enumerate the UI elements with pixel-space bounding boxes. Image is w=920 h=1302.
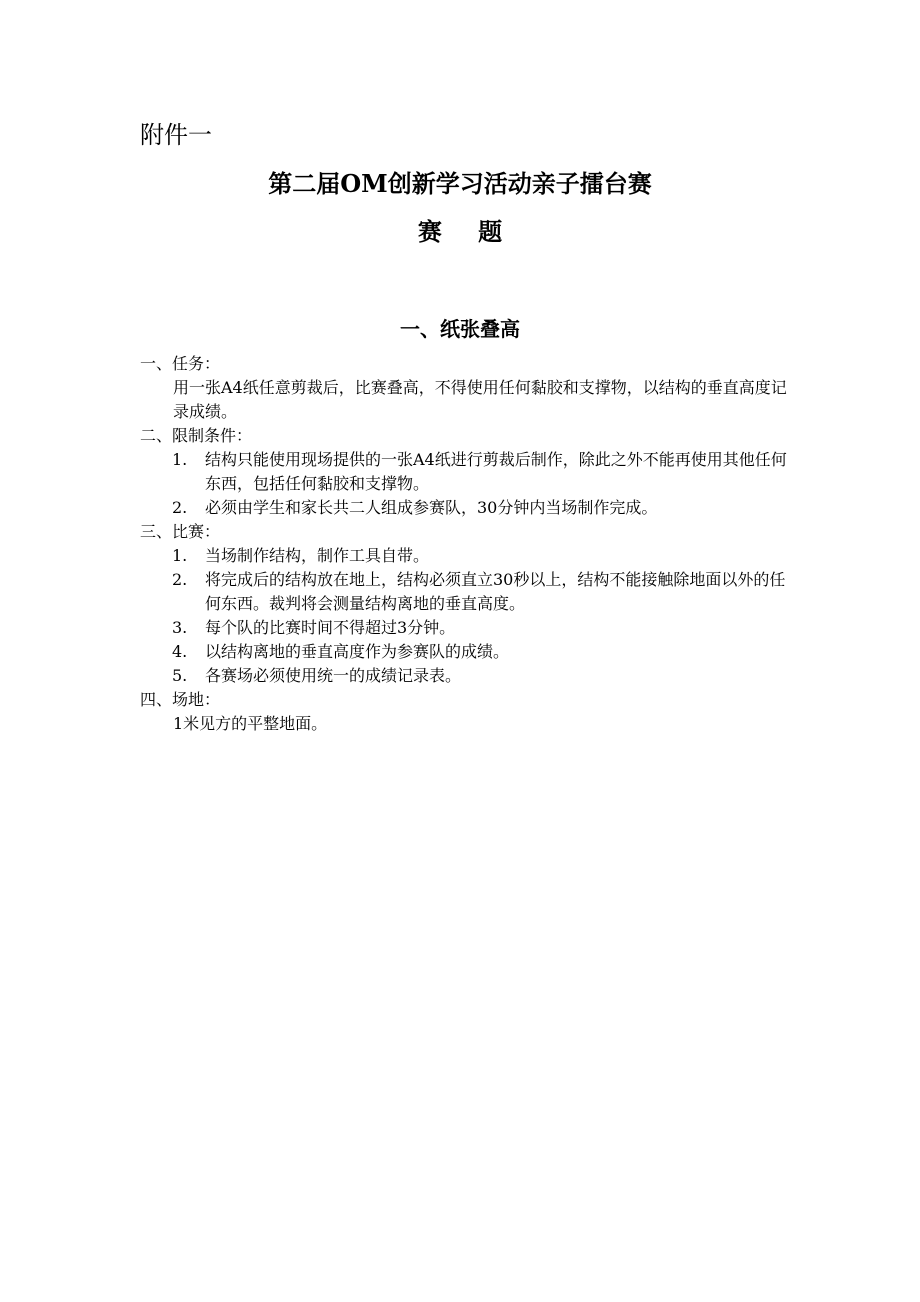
list-item-text: 将完成后的结构放在地上，结构必须直立30秒以上，结构不能接触除地面以外的任何东西。裁判将会测量结构离地的垂直高度。: [205, 570, 786, 613]
venue-text: 1米见方的平整地面。: [173, 714, 328, 733]
list-item: [140, 496, 790, 520]
task-text: 用一张A4纸任意剪裁后，比赛叠高，不得使用任何黏胶和支撑物，以结构的垂直高度记录成绩。: [173, 378, 787, 421]
list-item-number: 2.: [172, 498, 188, 517]
list-item-text: 当场制作结构，制作工具自带。: [205, 546, 430, 565]
list-item: [140, 568, 790, 616]
list-item-text: 各赛场必须使用统一的成绩记录表。: [205, 666, 462, 685]
document-body: [140, 352, 790, 736]
list-item: [140, 640, 790, 664]
list-item-text: 结构只能使用现场提供的一张A4纸进行剪裁后制作，除此之外不能再使用其他任何东西，包括任何黏胶和支撑物。: [205, 450, 787, 493]
list-item-text: 每个队的比赛时间不得超过3分钟。: [205, 618, 456, 637]
document-subtitle: 赛 题: [417, 217, 517, 246]
limits-list: [140, 448, 790, 520]
document-title: 第二届OM创新学习活动亲子擂台赛: [268, 169, 652, 198]
list-item-text: 以结构离地的垂直高度作为参赛队的成绩。: [205, 642, 510, 661]
limits-heading: 二、限制条件：: [140, 426, 253, 445]
list-item-number: 5.: [172, 666, 188, 685]
task-heading: 一、任务：: [140, 354, 221, 373]
competition-heading: 三、比赛：: [140, 522, 221, 541]
venue-heading: 四、场地：: [140, 690, 221, 709]
list-item-text: 必须由学生和家长共二人组成参赛队，30分钟内当场制作完成。: [205, 498, 658, 517]
list-item-number: 2.: [172, 570, 188, 589]
list-item: [140, 616, 790, 640]
list-item: [140, 544, 790, 568]
list-item-number: 3.: [172, 618, 188, 637]
list-item: [140, 448, 790, 496]
list-item-number: 1.: [172, 546, 188, 565]
section-title: 一、纸张叠高: [400, 317, 520, 341]
attachment-label: 附件一: [140, 121, 212, 149]
list-item: [140, 664, 790, 688]
competition-list: [140, 544, 790, 688]
list-item-number: 4.: [172, 642, 188, 661]
list-item-number: 1.: [172, 450, 188, 469]
